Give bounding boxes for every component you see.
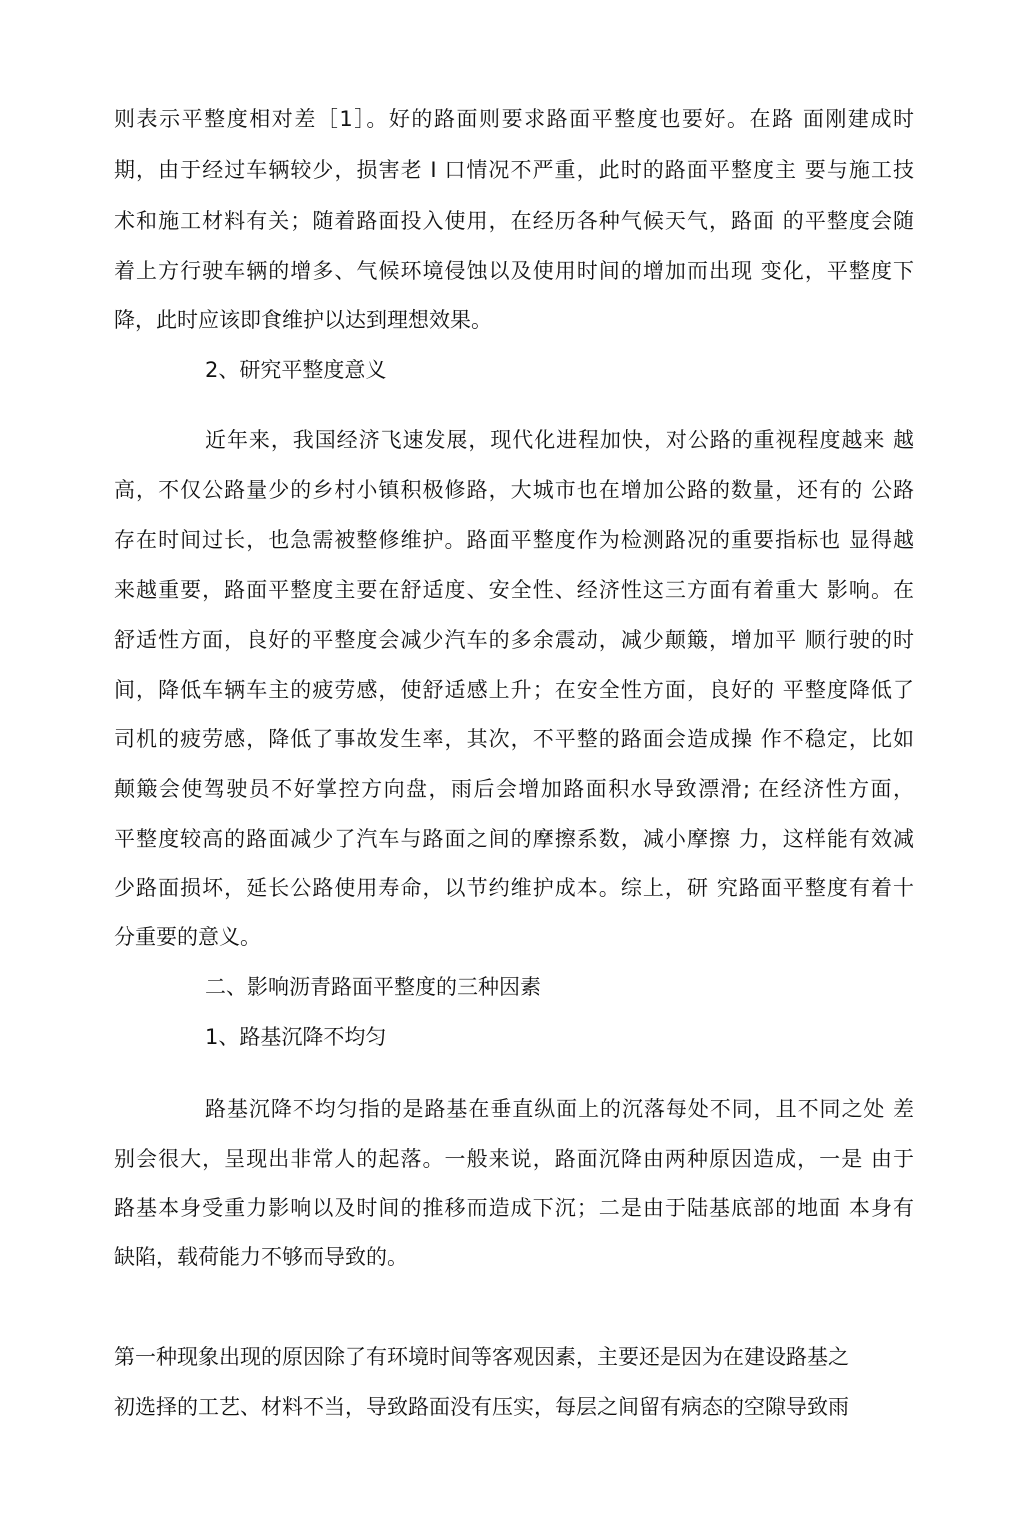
paragraph-line: 近年来，我国经济飞速发展，现代化进程加快，对公路的重视程度越来 越 — [205, 428, 914, 452]
paragraph-line: 别会很大，呈现出非常人的起落。一般来说，路面沉降由两种原因造成，一是 由于 — [114, 1147, 914, 1171]
paragraph-line: 少路面损坏，延长公路使用寿命，以节约维护成本。综上，研 究路面平整度有着十 — [114, 876, 914, 900]
paragraph-line: 司机的疲劳感，降低了事故发生率，其次，不平整的路面会造成操 作不稳定，比如 — [114, 727, 914, 751]
paragraph-line: 颠簸会使驾驶员不好掌控方向盘，雨后会增加路面积水导致漂滑; 在经济性方面， — [114, 777, 914, 801]
paragraph-line: 缺陷，载荷能力不够而导致的。 — [114, 1245, 408, 1269]
paragraph-line: 则表示平整度相对差［1］。好的路面则要求路面平整度也要好。在路 面刚建成时 — [114, 107, 914, 131]
paragraph-line: 平整度较高的路面减少了汽车与路面之间的摩擦系数，减小摩擦 力，这样能有效减 — [114, 827, 914, 851]
subsection-heading: 1、路基沉降不均匀 — [205, 1025, 387, 1049]
section-heading: 2、研究平整度意义 — [205, 358, 387, 382]
paragraph-line: 高，不仅公路量少的乡村小镇积极修路，大城市也在增加公路的数量，还有的 公路 — [114, 478, 914, 502]
paragraph-line: 舒适性方面，良好的平整度会减少汽车的多余震动，减少颠簸，增加平 顺行驶的时 — [114, 628, 914, 652]
paragraph-line: 路基本身受重力影响以及时间的推移而造成下沉；二是由于陆基底部的地面 本身有 — [114, 1196, 914, 1220]
paragraph-line: 着上方行驶车辆的增多、气候环境侵蚀以及使用时间的增加而出现 变化，平整度下 — [114, 259, 914, 283]
paragraph-line: 来越重要，路面平整度主要在舒适度、安全性、经济性这三方面有着重大 影响。在 — [114, 578, 914, 602]
paragraph-line: 初选择的工艺、材料不当，导致路面没有压实，每层之间留有病态的空隙导致雨 — [114, 1395, 849, 1419]
paragraph-line: 术和施工材料有关；随着路面投入使用，在经历各种气候天气，路面 的平整度会随 — [114, 209, 914, 233]
paragraph-line: 分重要的意义。 — [114, 925, 261, 949]
paragraph-line: 间，降低车辆车主的疲劳感，使舒适感上升；在安全性方面，良好的 平整度降低了 — [114, 678, 914, 702]
paragraph-line: 期，由于经过车辆较少，损害老 I 口情况不严重，此时的路面平整度主 要与施工技 — [114, 158, 914, 182]
paragraph-line: 存在时间过长，也急需被整修维护。路面平整度作为检测路况的重要指标也 显得越 — [114, 528, 914, 552]
paragraph-line: 路基沉降不均匀指的是路基在垂直纵面上的沉落每处不同，且不同之处 差 — [205, 1097, 914, 1121]
paragraph-line: 第一种现象出现的原因除了有环境时间等客观因素，主要还是因为在建设路基之 — [114, 1345, 849, 1369]
section-heading: 二、影响沥青路面平整度的三种因素 — [205, 975, 541, 999]
paragraph-line: 降，此时应该即食维护以达到理想效果。 — [114, 308, 492, 332]
